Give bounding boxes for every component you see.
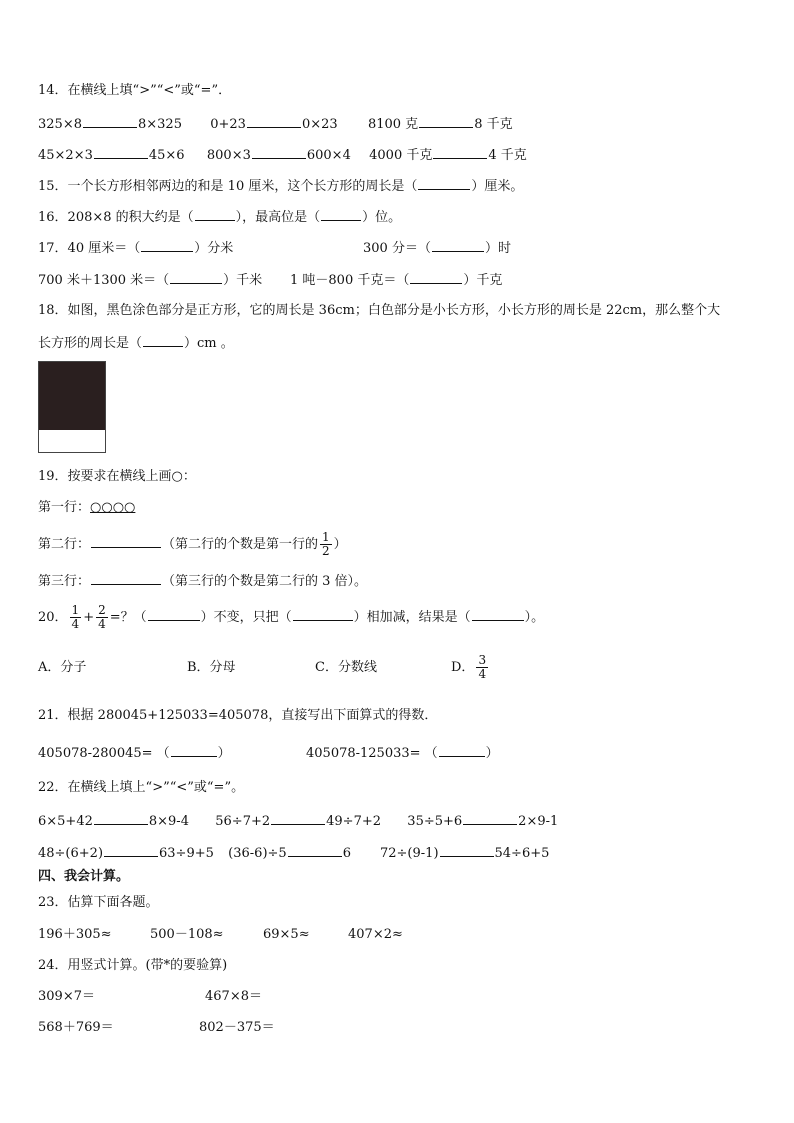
- answer-blank[interactable]: [148, 607, 200, 621]
- denominator: 4: [98, 617, 106, 631]
- expr: 54÷6+5: [494, 846, 550, 861]
- calc-item: 467×8＝: [205, 989, 262, 1004]
- q18-text: 长方形的周长是（: [38, 336, 143, 351]
- fraction: [70, 604, 82, 631]
- expr: 45×6: [148, 148, 185, 163]
- answer-blank[interactable]: [463, 811, 517, 825]
- q18-text-end: ）cm 。: [184, 336, 234, 351]
- calc-item: 568＋769＝: [38, 1020, 114, 1035]
- answer-blank[interactable]: [143, 333, 183, 347]
- q17-text: 17．40 厘米＝（: [38, 241, 141, 256]
- answer-blank[interactable]: [321, 207, 361, 221]
- denominator: 4: [71, 617, 80, 631]
- answer-blank[interactable]: [171, 743, 217, 757]
- q18-line2: [38, 333, 234, 353]
- fraction: [96, 604, 108, 631]
- q17-row2b: [290, 270, 502, 290]
- calc-item: 802－375＝: [199, 1020, 275, 1035]
- expr: (36-6)÷5: [228, 846, 287, 861]
- answer-blank[interactable]: [293, 607, 353, 621]
- answer-blank[interactable]: [440, 843, 494, 857]
- q23-title: 23．估算下面各题。: [38, 895, 159, 910]
- rectangle-figure: [38, 361, 106, 453]
- expr: 48÷(6+2): [38, 846, 104, 861]
- q24-title: 24．用竖式计算。(带*的要验算): [38, 958, 228, 973]
- q15-text: 15．一个长方形相邻两边的和是 10 厘米，这个长方形的周长是（: [38, 179, 418, 194]
- q20-text: ）。: [524, 610, 545, 625]
- expr: 49÷7+2: [326, 814, 382, 829]
- fraction: [476, 654, 488, 681]
- expr: 4000 千克: [369, 148, 433, 163]
- expr: 800×3: [206, 148, 251, 163]
- expr: 6×5+42: [38, 814, 93, 829]
- q17-unit: ）时: [484, 241, 511, 256]
- answer-blank[interactable]: [472, 607, 524, 621]
- answer-blank[interactable]: [83, 114, 137, 128]
- circles-row: ○○○○: [90, 500, 136, 515]
- q21-e2: [306, 743, 499, 763]
- expr: 8 千克: [474, 117, 513, 132]
- answer-blank[interactable]: [288, 843, 342, 857]
- q20-text: =？（: [109, 610, 147, 625]
- calc-item: 309×7＝: [38, 989, 95, 1004]
- q20-options: [38, 651, 86, 685]
- q17-text: 700 米＋1300 米＝（: [38, 273, 170, 288]
- expr: 6: [342, 846, 351, 861]
- answer-blank[interactable]: [195, 207, 235, 221]
- expr: 45×2×3: [38, 148, 93, 163]
- q17-text: 1 吨－800 千克＝（: [290, 273, 410, 288]
- answer-blank[interactable]: [432, 238, 484, 252]
- row-label: 第三行：: [38, 574, 91, 589]
- expr: 600×4: [306, 148, 351, 163]
- answer-blank[interactable]: [94, 811, 148, 825]
- answer-blank[interactable]: [271, 811, 325, 825]
- q17-row1b: [363, 238, 511, 258]
- answer-blank[interactable]: [104, 843, 158, 857]
- expr: 8×9-4: [148, 814, 189, 829]
- numerator: 1: [322, 530, 330, 544]
- q22-title: 22．在横线上填上“>”“<”或“=”。: [38, 780, 245, 795]
- option-d-label: D．: [451, 660, 475, 675]
- expr: 405078-280045= （: [38, 746, 170, 761]
- q14-title: 14．在横线上填“>”“<”或“=”．: [38, 83, 232, 98]
- q18-line1: 18．如图，黑色涂色部分是正方形，它的周长是 36cm；白色部分是小长方形，小长方形的周长是 22cm，那么整个大: [38, 303, 721, 318]
- q21-e1: [38, 743, 231, 763]
- expr: 63÷9+5: [159, 846, 214, 861]
- answer-blank[interactable]: [141, 238, 193, 252]
- answer-blank[interactable]: [410, 270, 462, 284]
- q22-row2: [38, 843, 351, 863]
- expr-end: ）: [485, 746, 499, 761]
- expr: 72÷(9-1): [380, 846, 439, 861]
- estimate-item: 407×2≈: [348, 927, 403, 942]
- answer-blank[interactable]: [439, 743, 485, 757]
- row-note-end: ）: [333, 537, 347, 552]
- section-heading: 四、我会计算。: [38, 869, 130, 884]
- q16-text: 16．208×8 的积大约是（: [38, 210, 194, 225]
- option-a[interactable]: A．分子: [38, 660, 87, 675]
- answer-blank[interactable]: [94, 145, 148, 159]
- q22-row2c: [380, 843, 549, 863]
- option-b[interactable]: B．分母: [187, 660, 236, 675]
- draw-blank[interactable]: [91, 571, 161, 585]
- q17-row1: [38, 238, 233, 258]
- row-note: （第二行的个数是第一行的: [162, 537, 319, 552]
- black-square-region: [39, 362, 105, 430]
- q16: [38, 207, 401, 227]
- expr: 2×9-1: [518, 814, 559, 829]
- expr: 8×325: [137, 117, 182, 132]
- expr: 4 千克: [488, 148, 527, 163]
- numerator: 2: [98, 603, 106, 617]
- expr: 0+23: [210, 117, 246, 132]
- denominator: 2: [322, 544, 330, 558]
- numerator: 3: [478, 653, 487, 667]
- row-label: 第一行：: [38, 500, 91, 515]
- q17-text: 300 分＝（: [363, 241, 431, 256]
- q15-text-end: ）厘米。: [471, 179, 524, 194]
- answer-blank[interactable]: [419, 114, 473, 128]
- row-note: （第三行的个数是第二行的 3 倍）。: [162, 574, 368, 589]
- q15: [38, 176, 523, 196]
- answer-blank[interactable]: [247, 114, 301, 128]
- estimate-item: 69×5≈: [263, 927, 310, 942]
- q20-text: ）不变，只把（: [200, 610, 292, 625]
- question-number: 20．: [38, 610, 68, 625]
- expr: 8100 克: [367, 117, 419, 132]
- q16-text-end: ）位。: [362, 210, 402, 225]
- q19-title: 19．按要求在横线上画○：: [38, 469, 196, 484]
- q21-title: 21．根据 280045+125033=405078，直接写出下面算式的得数．: [38, 708, 438, 723]
- expr: 56÷7+2: [215, 814, 271, 829]
- expr-end: ）: [217, 746, 231, 761]
- numerator: 1: [71, 603, 80, 617]
- option-d[interactable]: [451, 651, 490, 685]
- option-c[interactable]: C．分数线: [315, 660, 377, 675]
- fraction: [320, 531, 332, 558]
- q22-row1: [38, 811, 558, 831]
- q14-row2: [38, 145, 527, 165]
- q14-row1: [38, 114, 513, 134]
- q20: [38, 603, 544, 633]
- draw-blank[interactable]: [91, 534, 161, 548]
- q17-unit: ）千克: [463, 273, 503, 288]
- expr: 0×23: [301, 117, 338, 132]
- expr: 325×8: [38, 117, 82, 132]
- q19-row3: [38, 571, 367, 591]
- expr: 35÷5+6: [407, 814, 463, 829]
- row-label: 第二行：: [38, 537, 91, 552]
- plus-sign: +: [83, 610, 95, 625]
- answer-blank[interactable]: [252, 145, 306, 159]
- answer-blank[interactable]: [418, 176, 470, 190]
- q19-row1: [38, 499, 135, 517]
- q16-text-mid: ），最高位是（: [235, 210, 321, 225]
- q17-row2: [38, 270, 262, 290]
- denominator: 4: [478, 667, 487, 681]
- answer-blank[interactable]: [170, 270, 222, 284]
- q17-unit: ）分米: [194, 241, 234, 256]
- q20-text: ）相加减，结果是（: [353, 610, 471, 625]
- estimate-item: 196＋305≈: [38, 927, 112, 942]
- q19-row2: [38, 530, 347, 560]
- answer-blank[interactable]: [433, 145, 487, 159]
- expr: 405078-125033= （: [306, 746, 438, 761]
- estimate-item: 500－108≈: [150, 927, 224, 942]
- q17-unit: ）千米: [223, 273, 263, 288]
